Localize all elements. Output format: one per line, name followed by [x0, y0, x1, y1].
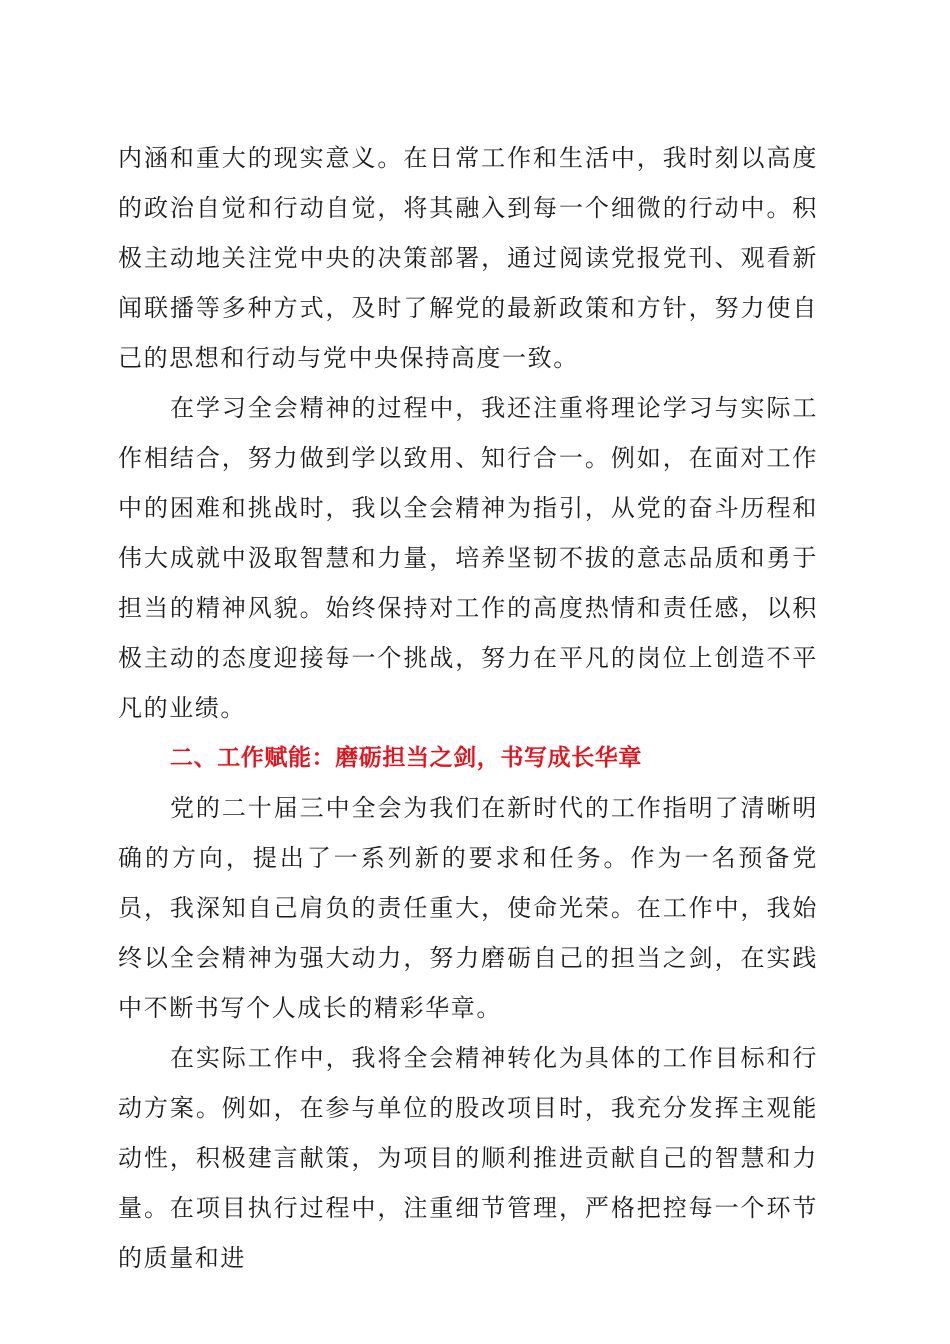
paragraph-practical-work: 在实际工作中，我将全会精神转化为具体的工作目标和行动方案。例如，在参与单位的股改项目时，我充分发挥主观能动性，积极建言献策，为项目的顺利推进贡献自己的智慧和力量。在项目执行过程中，注重细节管理，严格把控每一个环节的质量和进	[118, 1044, 818, 1272]
section-heading: 二、工作赋能：磨砺担当之剑，书写成长华章	[170, 745, 642, 771]
paragraph-work-direction: 党的二十届三中全会为我们在新时代的工作指明了清晰明确的方向，提出了一系列新的要求和任务。作为一名预备党员，我深知自己肩负的责任重大，使命光荣。在工作中，我始终以全会精神为强大动力，努力磨砺自己的担当之剑，在实践中不断书写个人成长的精彩华章。	[118, 794, 818, 1022]
paragraph-continuation: 内涵和重大的现实意义。在日常工作和生活中，我时刻以高度的政治自觉和行动自觉，将其融入到每一个细微的行动中。积极主动地关注党中央的决策部署，通过阅读党报党刊、观看新闻联播等多种方式，及时了解党的最新政策和方针，努力使自己的思想和行动与党中央保持高度一致。	[118, 144, 818, 372]
paragraph-theory-practice: 在学习全会精神的过程中，我还注重将理论学习与实际工作相结合，努力做到学以致用、知行合一。例如，在面对工作中的困难和挑战时，我以全会精神为指引，从党的奋斗历程和伟大成就中汲取智慧和力量，培养坚韧不拔的意志品质和勇于担当的精神风貌。始终保持对工作的高度热情和责任感，以积极主动的态度迎接每一个挑战，努力在平凡的岗位上创造不平凡的业绩。	[118, 394, 818, 722]
document-body	[118, 133, 818, 1283]
